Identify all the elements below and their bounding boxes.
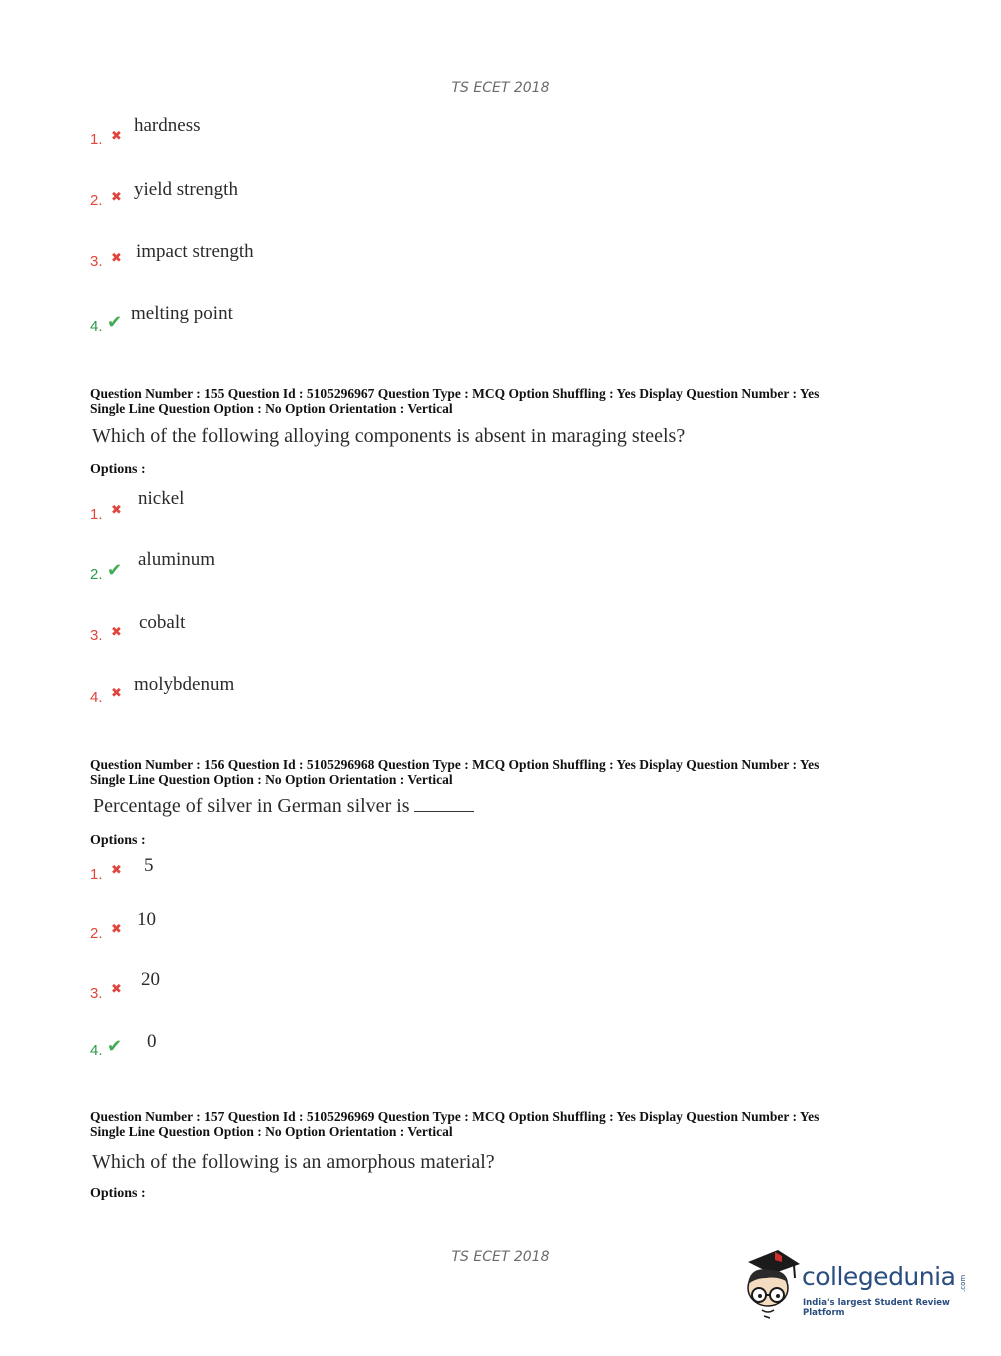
option-text: melting point bbox=[131, 303, 233, 324]
wrong-mark-icon: ✖ bbox=[111, 190, 122, 205]
wrong-mark-icon: ✖ bbox=[111, 863, 122, 878]
option-text: hardness bbox=[134, 115, 201, 136]
logo-tagline: India's largest Student Review Platform bbox=[803, 1298, 950, 1318]
question-text: Percentage of silver in German silver is bbox=[93, 795, 410, 817]
question-meta-line-2: Single Line Question Option : No Option Orientation : Vertical bbox=[90, 772, 453, 787]
options-label: Options : bbox=[90, 833, 146, 848]
question-text: Which of the following alloying components is absent in maraging steels? bbox=[92, 425, 686, 447]
option-text: yield strength bbox=[134, 179, 238, 200]
question-meta bbox=[90, 757, 819, 787]
option-text: 5 bbox=[144, 855, 154, 876]
question-meta-line-1: Question Number : 155 Question Id : 5105296967 Question Type : MCQ Option Shuffling : Yes Display Question Number : Yes bbox=[90, 386, 820, 401]
option-number: 1. bbox=[90, 506, 103, 523]
correct-check-icon: ✔ bbox=[107, 560, 123, 581]
option-number: 4. bbox=[90, 318, 103, 335]
option-text: impact strength bbox=[136, 241, 254, 262]
question-text: Which of the following is an amorphous material? bbox=[92, 1151, 495, 1173]
wrong-mark-icon: ✖ bbox=[111, 251, 122, 266]
option-number: 1. bbox=[90, 131, 103, 148]
wrong-mark-icon: ✖ bbox=[111, 922, 122, 937]
page-header: TS ECET 2018 bbox=[451, 80, 550, 96]
wrong-mark-icon: ✖ bbox=[111, 625, 122, 640]
wrong-mark-icon: ✖ bbox=[111, 982, 122, 997]
wrong-mark-icon: ✖ bbox=[111, 129, 122, 144]
logo-wordmark: collegedunia bbox=[802, 1262, 956, 1291]
question-meta-line-1: Question Number : 157 Question Id : 5105296969 Question Type : MCQ Option Shuffling : Yes Display Question Number : Yes bbox=[90, 1109, 820, 1124]
correct-check-icon: ✔ bbox=[107, 1036, 123, 1057]
option-text: 0 bbox=[147, 1031, 157, 1052]
option-number: 2. bbox=[90, 192, 103, 209]
option-text: 20 bbox=[141, 969, 160, 990]
option-text: nickel bbox=[138, 488, 185, 509]
logo-domain-suffix: .com bbox=[959, 1274, 967, 1292]
option-number: 2. bbox=[90, 925, 103, 942]
option-text: aluminum bbox=[138, 549, 216, 570]
option-text: 10 bbox=[137, 909, 156, 930]
option-number: 2. bbox=[90, 566, 103, 583]
wrong-mark-icon: ✖ bbox=[111, 686, 122, 701]
option-number: 3. bbox=[90, 253, 103, 270]
mascot-icon bbox=[742, 1248, 802, 1320]
question-meta-line-2: Single Line Question Option : No Option Orientation : Vertical bbox=[90, 1124, 453, 1139]
question-text-row bbox=[93, 795, 474, 818]
page-footer: TS ECET 2018 bbox=[451, 1249, 550, 1265]
option-number: 3. bbox=[90, 627, 103, 644]
question-meta-line-2: Single Line Question Option : No Option Orientation : Vertical bbox=[90, 401, 453, 416]
options-label: Options : bbox=[90, 1186, 146, 1201]
wrong-mark-icon: ✖ bbox=[111, 503, 122, 518]
option-number: 1. bbox=[90, 866, 103, 883]
options-label: Options : bbox=[90, 462, 146, 477]
option-text: cobalt bbox=[139, 612, 186, 633]
question-meta bbox=[90, 386, 819, 416]
option-number: 4. bbox=[90, 689, 103, 706]
option-number: 4. bbox=[90, 1042, 103, 1059]
option-number: 3. bbox=[90, 985, 103, 1002]
correct-check-icon: ✔ bbox=[107, 312, 123, 333]
answer-blank bbox=[414, 797, 474, 812]
question-meta bbox=[90, 1109, 819, 1139]
question-meta-line-1: Question Number : 156 Question Id : 5105296968 Question Type : MCQ Option Shuffling : Yes Display Question Number : Yes bbox=[90, 757, 820, 772]
collegedunia-logo bbox=[742, 1248, 972, 1320]
option-text: molybdenum bbox=[134, 674, 235, 695]
